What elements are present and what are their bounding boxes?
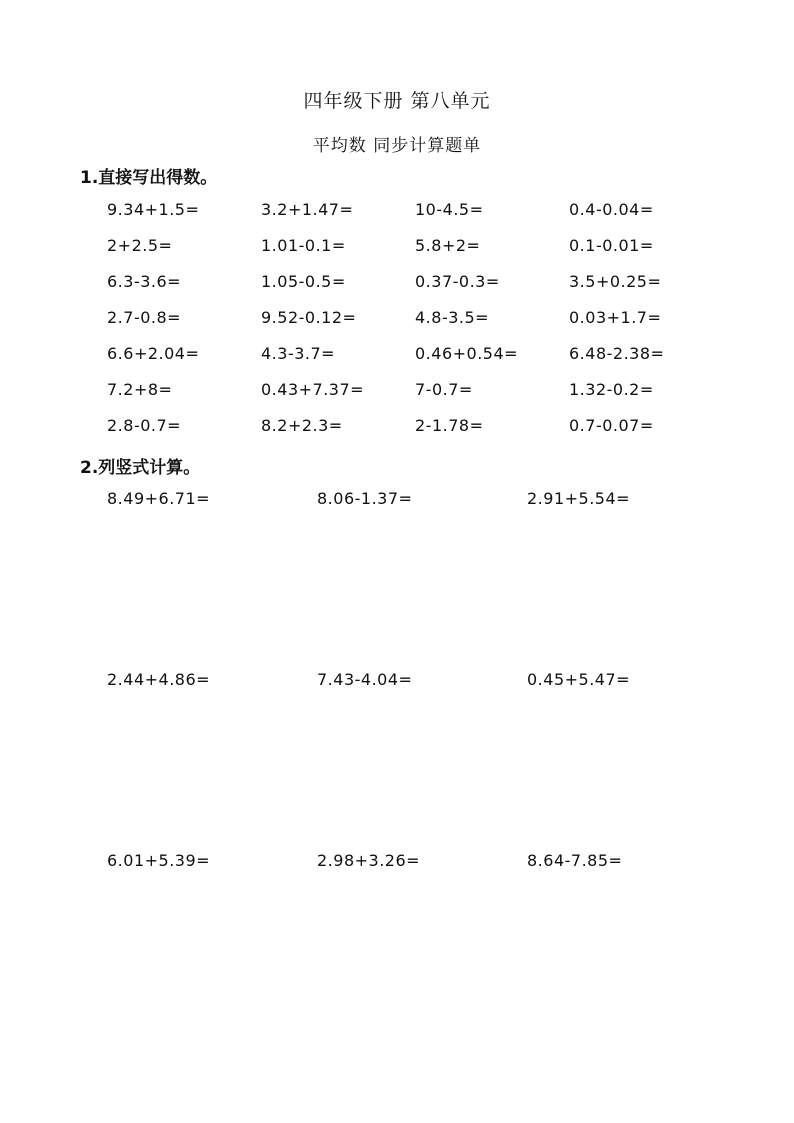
oral-problem: 2-1.78= [415,416,484,435]
page-subtitle: 平均数 同步计算题单 [312,136,482,156]
oral-calculation-grid [107,200,727,452]
oral-problem: 2+2.5= [107,236,173,255]
vertical-problem: 2.44+4.86= [107,670,211,689]
vertical-problem: 6.01+5.39= [107,851,211,870]
oral-problem: 0.7-0.07= [569,416,654,435]
oral-problem: 0.37-0.3= [415,272,500,291]
vertical-problem: 8.06-1.37= [317,489,413,508]
vertical-problem: 2.91+5.54= [527,489,631,508]
vertical-problem: 8.49+6.71= [107,489,211,508]
oral-problem: 2.7-0.8= [107,308,182,327]
vertical-problem: 2.98+3.26= [317,851,421,870]
oral-problem: 0.43+7.37= [261,380,365,399]
oral-problem: 6.6+2.04= [107,344,200,363]
vertical-problem: 8.64-7.85= [527,851,623,870]
oral-problem: 7-0.7= [415,380,473,399]
oral-problem: 10-4.5= [415,200,484,219]
oral-problem: 5.8+2= [415,236,481,255]
oral-problem: 9.34+1.5= [107,200,200,219]
oral-problem: 1.32-0.2= [569,380,654,399]
oral-problem: 6.3-3.6= [107,272,182,291]
oral-problem: 6.48-2.38= [569,344,665,363]
oral-problem: 0.46+0.54= [415,344,519,363]
oral-problem: 3.5+0.25= [569,272,662,291]
oral-problem: 2.8-0.7= [107,416,182,435]
section-2-heading: 2.列竖式计算。 [80,458,201,478]
vertical-calculation-grid [107,489,747,1032]
oral-problem: 0.03+1.7= [569,308,662,327]
vertical-problem: 7.43-4.04= [317,670,413,689]
oral-problem: 9.52-0.12= [261,308,357,327]
section-1-heading: 1.直接写出得数。 [80,168,218,188]
oral-problem: 7.2+8= [107,380,173,399]
oral-problem: 1.05-0.5= [261,272,346,291]
oral-problem: 1.01-0.1= [261,236,346,255]
oral-problem: 0.1-0.01= [569,236,654,255]
vertical-problem: 0.45+5.47= [527,670,631,689]
oral-problem: 4.8-3.5= [415,308,490,327]
oral-problem: 3.2+1.47= [261,200,354,219]
oral-problem: 4.3-3.7= [261,344,336,363]
page-title: 四年级下册 第八单元 [303,90,491,112]
oral-problem: 8.2+2.3= [261,416,343,435]
oral-problem: 0.4-0.04= [569,200,654,219]
